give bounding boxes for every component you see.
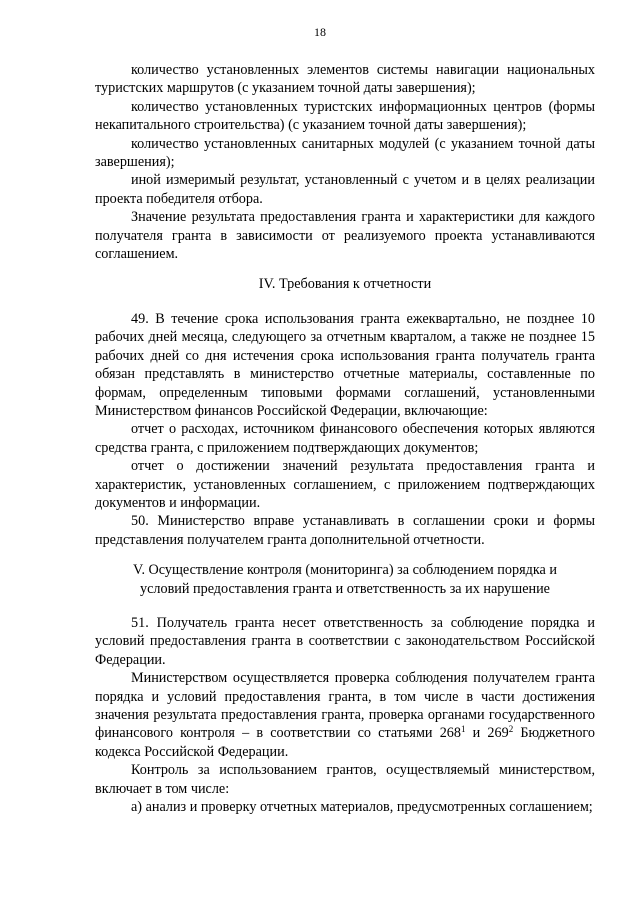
paragraph-other-result: иной измеримый результат, установленный с учетом и в целях реализации проекта победителя отбора. (95, 172, 595, 207)
page-number: 18 (314, 25, 326, 39)
ministry-check-text-b: и 269 (465, 725, 509, 742)
ministry-check-text-a: Министерством осуществляется проверка соблюдения получателем гранта порядка и условий предоставления гранта, в том числе в части достижения значения результата предоставления гранта, проверка органами государственного финансового контроля – в соответствии со статьями 268 (95, 670, 595, 742)
page-content (95, 61, 595, 816)
paragraph-sanitary-modules: количество установленных санитарных модулей (с указанием точной даты завершения); (95, 135, 595, 171)
spacer (95, 263, 595, 275)
section-heading-reporting: IV. Требования к отчетности (258, 276, 432, 293)
superscript-1: 1 (460, 724, 466, 735)
paragraph-51: 51. Получатель гранта несет ответственность за соблюдение порядка и условий предоставления гранта в соответствии с законодательством Российской Федерации. (95, 614, 595, 668)
spacer (95, 294, 595, 310)
paragraph-ministry-check (95, 669, 595, 761)
paragraph-result-report: отчет о достижении значений результата предоставления гранта и характеристик, установленных соглашением, с приложением подтверждающих документов и информации. (95, 458, 595, 511)
paragraph-result-value: Значение результата предоставления гранта и характеристики для каждого получателя гранта в зависимости от реализуемого проекта устанавливаются соглашением. (95, 209, 595, 263)
section-heading-control-line1: V. Осуществление контроля (мониторинга) за соблюдением порядка и (133, 562, 557, 579)
section-heading-control-line2: условий предоставления гранта и ответственность за их нарушение (140, 580, 550, 597)
paragraph-49: 49. В течение срока использования гранта ежеквартально, не позднее 10 рабочих дней месяца, следующего за отчетным кварталом, а также не позднее 15 рабочих дней со дня истечения срока использования гранта получатель гранта обязан представлять в министерство отчетные материалы, составленные по формам, определенным типовыми формами соглашений, установленными Министерством финансов Российской Федерации, включающие: (95, 310, 595, 419)
paragraph-50: 50. Министерство вправе устанавливать в соглашении сроки и формы представления получателем гранта дополнительной отчетности. (95, 513, 595, 548)
paragraph-item-a: а) анализ и проверку отчетных материалов, предусмотренных соглашением; (131, 799, 593, 816)
spacer (95, 549, 595, 561)
spacer (95, 598, 595, 614)
section-heading-control (95, 561, 595, 598)
paragraph-navigation-elements: количество установленных элементов системы навигации национальных туристских маршрутов (с указанием точной даты завершения); (95, 62, 595, 97)
superscript-2: 2 (508, 724, 514, 735)
paragraph-control-includes: Контроль за использованием грантов, осуществляемый министерством, включает в том числе: (95, 762, 595, 797)
paragraph-info-centers: количество установленных туристских информационных центров (формы некапитального строительства) (с указанием точной даты завершения); (95, 98, 595, 134)
ministry-check-text-c: Бюджетного кодекса Российской Федерации. (95, 725, 595, 760)
paragraph-expense-report: отчет о расходах, источником финансового обеспечения которых являются средства гранта, с приложением подтверждающих документов; (95, 421, 595, 456)
